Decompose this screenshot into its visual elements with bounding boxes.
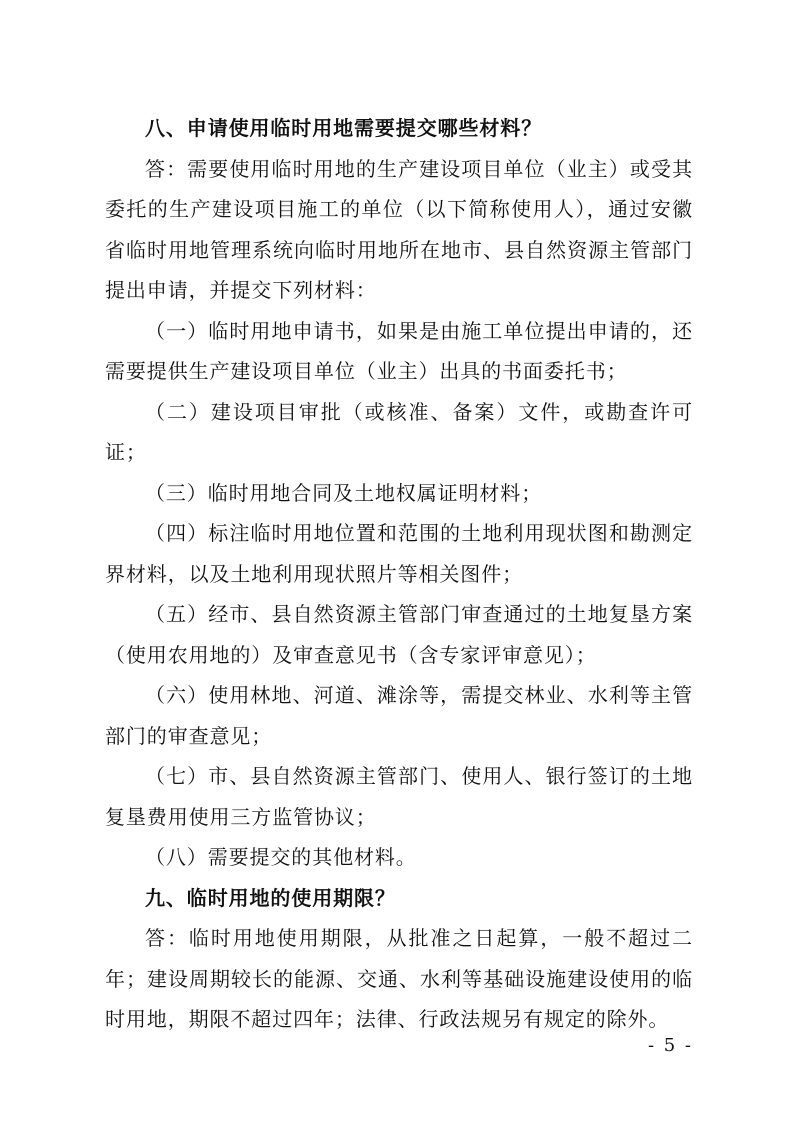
material-item-7: （七）市、县自然资源主管部门、使用人、银行签订的土地复垦费用使用三方监管协议； <box>105 764 693 829</box>
material-item-4: （四）标注临时用地位置和范围的土地利用现状图和勘测定界材料，以及土地利用现状照片等相关图件； <box>105 521 693 586</box>
material-item-1: （一）临时用地申请书，如果是由施工单位提出申请的，还需要提供生产建设项目单位（业主）出具的书面委托书； <box>105 318 693 383</box>
material-item-6: （六）使用林地、河道、滩涂等，需提交林业、水利等主管部门的审查意见； <box>105 683 693 748</box>
section-9-answer: 答：临时用地使用期限，从批准之日起算，一般不超过二年；建设周期较长的能源、交通、水利等基础设施建设使用的临时用地，期限不超过四年；法律、行政法规另有规定的除外。 <box>105 926 693 1031</box>
material-item-5: （五）经市、县自然资源主管部门审查通过的土地复垦方案（使用农用地的）及审查意见书（含专家评审意见）； <box>105 602 693 667</box>
material-item-3: （三）临时用地合同及土地权属证明材料； <box>145 480 543 505</box>
material-item-2: （二）建设项目审批（或核准、备案）文件，或勘查许可证； <box>105 399 693 464</box>
section-8-answer: 答：需要使用临时用地的生产建设项目单位（业主）或受其委托的生产建设项目施工的单位（以下简称使用人），通过安徽省临时用地管理系统向临时用地所在地市、县自然资源主管部门提出申请，并提交下列材料： <box>105 156 693 302</box>
material-item-8: （八）需要提交的其他材料。 <box>145 845 417 869</box>
page-number: - 5 - <box>647 1035 693 1056</box>
section-8-heading: 八、申请使用临时用地需要提交哪些材料？ <box>145 116 543 140</box>
document-body <box>105 108 693 1040</box>
section-9-heading: 九、临时用地的使用期限？ <box>145 885 396 910</box>
